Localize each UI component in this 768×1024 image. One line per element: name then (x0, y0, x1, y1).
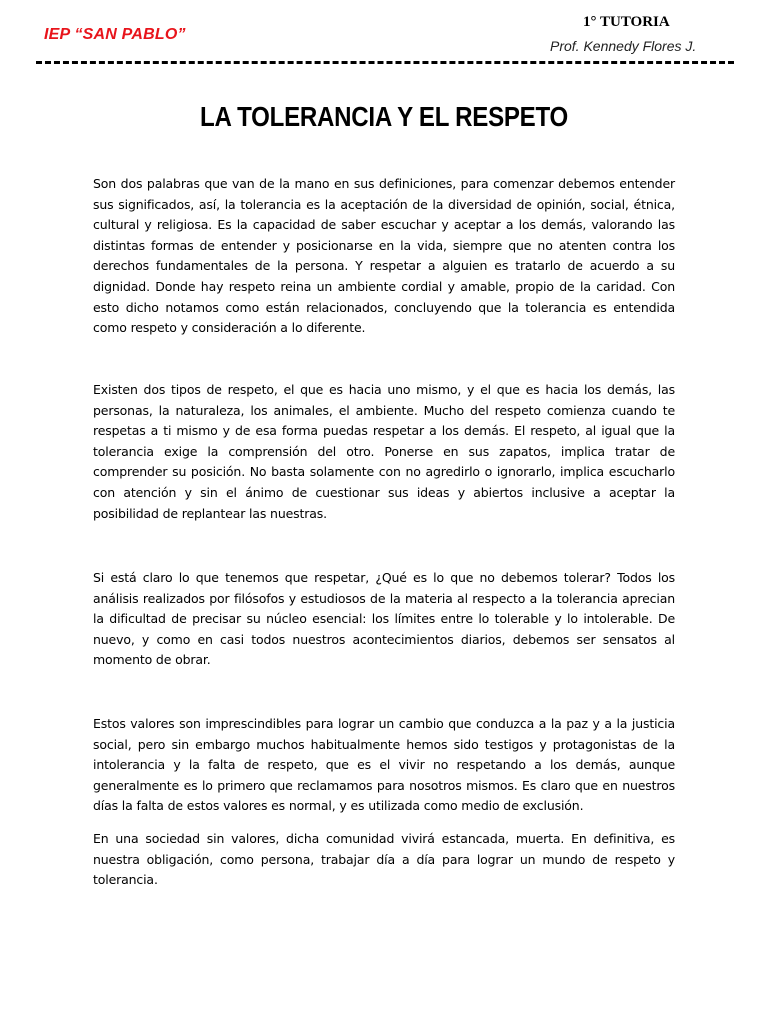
school-name: IEP “SAN PABLO” (44, 26, 186, 43)
document-title: LA TOLERANCIA Y EL RESPETO (200, 101, 568, 132)
course-label: 1° TUTORIA (583, 14, 670, 30)
paragraph-4: Estos valores son imprescindibles para lograr un cambio que conduzca a la paz y a la justicia social, pero sin embargo muchos habitualmente hemos sido testigos y protagonistas de la intolerancia y la falta de respeto, que es el vivir no respetando a los demás, aunque generalmente es lo primero que reclamamos para nosotros mismos. Es claro que en nuestros días la falta de estos valores es normal, y es utilizada como medio de exclusión. (93, 716, 675, 814)
teacher-name: Prof. Kennedy Flores J. (550, 38, 697, 54)
header-divider (36, 61, 734, 64)
paragraph-2: Existen dos tipos de respeto, el que es hacia uno mismo, y el que es hacia los demás, las personas, la naturaleza, los animales, el ambiente. Mucho del respeto comienza cuando te respetas a ti mismo y de esa forma puedas respetar a los demás. El respeto, al igual que la tolerancia exige la comprensión del otro. Ponerse en sus zapatos, implica tratar de comprender su posición. No basta solamente con no agredirlo o ignorarlo, implica escucharlo con atención y sin el ánimo de cuestionar sus ideas y abiertos inclusive a aceptar la posibilidad de replantear las nuestras. (93, 382, 675, 521)
paragraph-1: Son dos palabras que van de la mano en sus definiciones, para comenzar debemos entender sus significados, así, la tolerancia es la aceptación de la diversidad de opinión, social, étnica, cultural y religiosa. Es la capacidad de saber escuchar y aceptar a los demás, valorando las distintas formas de entender y posicionarse en la vida, siempre que no atenten contra los derechos fundamentales de la persona. Y respetar a alguien es tratarlo de acuerdo a su dignidad. Donde hay respeto reina un ambiente cordial y amable, propio de la caridad. Con esto dicho notamos como están relacionados, concluyendo que la tolerancia es entendida como respeto y consideración a lo diferente. (93, 176, 675, 336)
paragraph-5: En una sociedad sin valores, dicha comunidad vivirá estancada, muerta. En definitiva, es nuestra obligación, como persona, trabajar día a día para lograr un mundo de respeto y tolerancia. (93, 831, 675, 888)
paragraph-3: Si está claro lo que tenemos que respetar, ¿Qué es lo que no debemos tolerar? Todos los análisis realizados por filósofos y estudiosos de la materia al respecto a la tolerancia aprecian la dificultad de precisar su núcleo esencial: los límites entre lo tolerable y lo intolerable. De nuevo, y como en casi todos nuestros acontecimientos diarios, debemos ser sensatos al momento de obrar. (93, 570, 675, 668)
